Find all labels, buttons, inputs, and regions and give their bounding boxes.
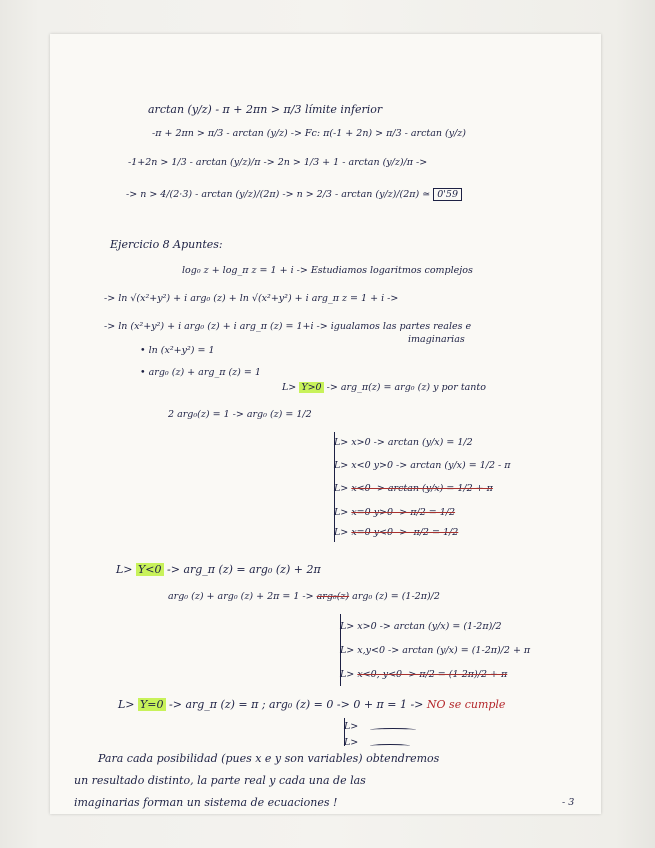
paragraph-line-3: imaginarias forman un sistema de ecuaciones ! xyxy=(74,796,338,809)
branch-arrow: L> xyxy=(334,483,349,494)
line-expand-1: -> ln √(x²+y²) + i arg₀ (z) + ln √(x²+y²) + i arg_π z = 1 + i -> xyxy=(104,293,399,304)
case-arrow: L> xyxy=(116,563,133,576)
bullet-imag: • arg₀ (z) + arg_π (z) = 1 xyxy=(140,367,261,378)
not-satisfied-note: NO se cumple xyxy=(426,698,506,711)
case-arrow: L> xyxy=(118,698,135,711)
branch-1-2: L> x<0 y>0 -> arctan (y/x) = 1/2 - π xyxy=(334,460,511,471)
branch-1-3 xyxy=(334,482,493,496)
branch-1-4 xyxy=(334,506,455,520)
case-highlight-y-zero: Y=0 xyxy=(140,698,164,711)
line-equation: log₀ z + log_π z = 1 + i -> Estudiamos logaritmos complejos xyxy=(182,265,473,276)
squiggle-line xyxy=(370,728,416,732)
line-inequality-3 xyxy=(126,188,462,202)
line-inequality-2: -1+2n > 1/3 - arctan (y/z)/π -> 2n > 1/3 + 1 - arctan (y/z)/π -> xyxy=(128,157,428,168)
exercise-heading: Ejercicio 8 Apuntes: xyxy=(110,238,223,251)
case-text: -> arg_π(z) = arg₀ (z) y por tanto xyxy=(326,382,486,393)
crossed-out-text: x=0 y<0 -> -π/2 = 1/2 xyxy=(351,527,459,538)
page-number: - 3 xyxy=(562,797,575,808)
crossed-out-text: x=0 y>0 -> π/2 = 1/2 xyxy=(351,507,456,518)
branch-1-5 xyxy=(334,526,458,540)
sum-args-text: arg₀ (z) + arg₀ (z) + 2π = 1 -> xyxy=(168,591,314,602)
branch-1-1: L> x>0 -> arctan (y/x) = 1/2 xyxy=(334,437,473,448)
line-inequality-1: -π + 2πn > π/3 - arctan (y/z) -> Fc: π(-1 + 2n) > π/3 - arctan (y/z) xyxy=(152,128,467,139)
case-y-negative xyxy=(116,563,321,577)
branch-2-2: L> x,y<0 -> arctan (y/x) = (1-2π)/2 + π xyxy=(340,645,531,656)
case-y-positive xyxy=(282,381,486,395)
branch-3-2: L> xyxy=(344,737,359,748)
case-highlight-y-negative: Y<0 xyxy=(138,563,162,576)
branch-arrow: L> xyxy=(340,669,355,680)
branch-3-1: L> xyxy=(344,721,359,732)
result-box: 0'59 xyxy=(433,188,462,201)
paragraph-line-1: Para cada posibilidad (pues x e y son variables) obtendremos xyxy=(98,752,440,765)
crossed-out-text: x<0, y<0 -> π/2 = (1-2π)/2 + π xyxy=(357,669,508,680)
inequality-3-text: -> n > 4/(2·3) - arctan (y/z)/(2π) -> n > 2/3 - arctan (y/z)/(2π) ≃ xyxy=(126,189,431,200)
line-sum-args xyxy=(168,590,440,604)
branch-2-3 xyxy=(340,668,507,682)
sum-args-result: arg₀ (z) = (1-2π)/2 xyxy=(352,591,440,602)
line-expand-2: -> ln (x²+y²) + i arg₀ (z) + i arg_π (z) = 1+i -> igualamos las partes reales e xyxy=(104,321,472,332)
case-arrow: L> xyxy=(282,382,297,393)
case-text: -> arg_π (z) = arg₀ (z) + 2π xyxy=(167,563,321,576)
line-arg-half: 2 arg₀(z) = 1 -> arg₀ (z) = 1/2 xyxy=(168,409,312,420)
branch-2-1: L> x>0 -> arctan (y/x) = (1-2π)/2 xyxy=(340,621,502,632)
crossed-out-text: arg₀(z) xyxy=(316,591,350,602)
line-imaginarias: imaginarias xyxy=(408,334,465,345)
crossed-out-text: x<0 -> arctan (y/x) = 1/2 + π xyxy=(351,483,493,494)
case-highlight-y-positive: Y>0 xyxy=(301,382,322,393)
squiggle-line xyxy=(370,744,410,748)
case-y-zero xyxy=(118,698,505,712)
paper-sheet xyxy=(50,34,601,814)
line-limit: arctan (y/z) - π + 2πn > π/3 límite inferior xyxy=(148,103,383,116)
branch-arrow: L> xyxy=(334,507,349,518)
case-text: -> arg_π (z) = π ; arg₀ (z) = 0 -> 0 + π = 1 -> xyxy=(169,698,424,711)
branch-arrow: L> xyxy=(334,527,349,538)
bullet-real: • ln (x²+y²) = 1 xyxy=(140,345,215,356)
paragraph-line-2: un resultado distinto, la parte real y cada una de las xyxy=(74,774,366,787)
